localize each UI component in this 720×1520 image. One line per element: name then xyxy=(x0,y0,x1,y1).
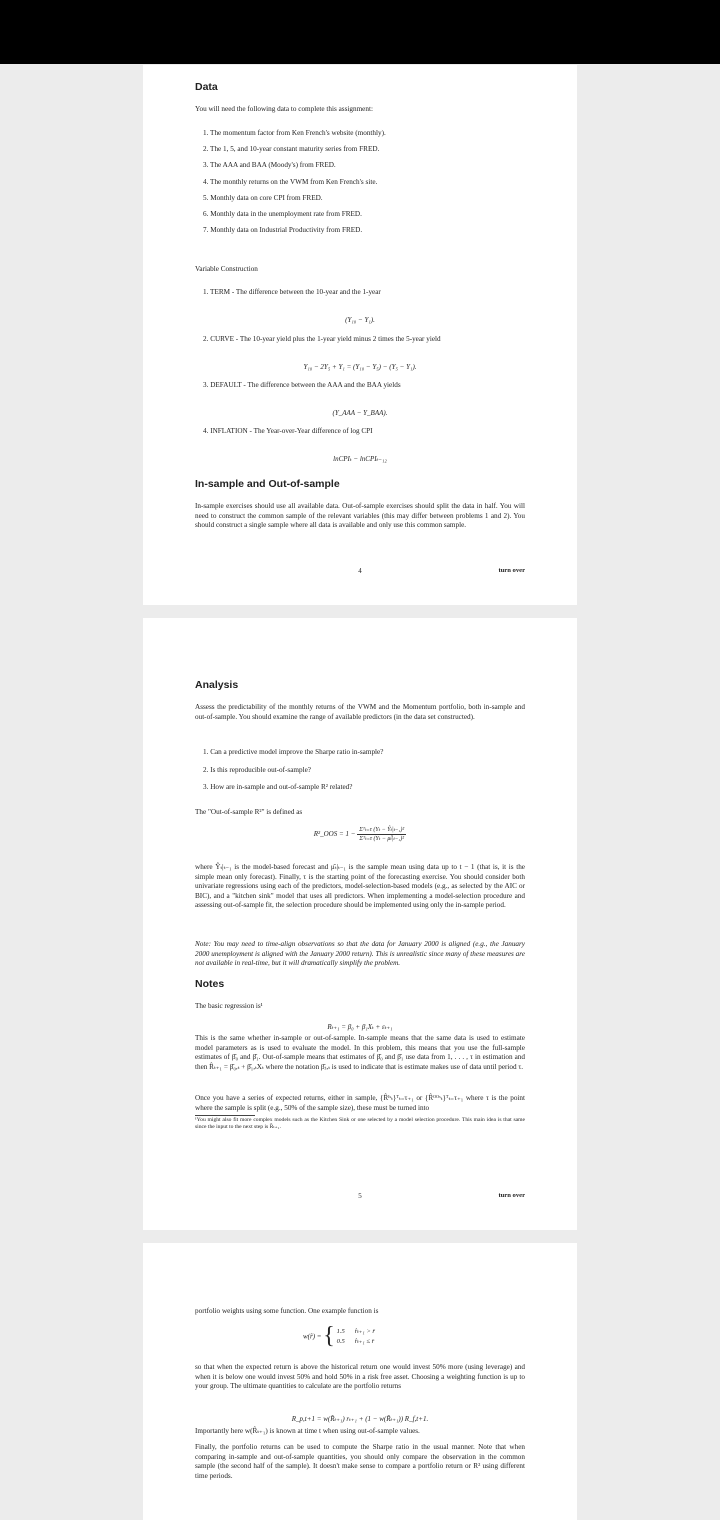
notes-heading: Notes xyxy=(195,978,225,990)
note-paragraph: Note: You may need to time-align observations so that the data for January 2000 is aligned (e.g., the January 2000 unemployment is aligned with the January 2000 return). This is unrealistic since many of these measures are not available in real-time, but it will dramatically simplify the problem. xyxy=(195,940,525,968)
case-2-condition: r̂ₜ₊₁ ≤ r̄ xyxy=(354,1337,375,1345)
footnote-rule xyxy=(195,1115,255,1116)
case-2-value: 0.5 xyxy=(336,1337,345,1345)
turn-over-label: turn over xyxy=(498,1192,525,1199)
weighting-paragraph: so that when the expected return is above the historical return one would invest 50% more (using leverage) and when it is below one would invest 50% and hold 50% in a risk free asset. Choosing a weighting function is up to your group. The ultimate quantities to calculate are the portfolio returns xyxy=(195,1363,525,1391)
oos-definition-text: The "Out-of-sample R²" is defined as xyxy=(195,808,303,816)
regression-equation: Rₜ₊₁ = β₀ + β₁Xₜ + εₜ₊₁ xyxy=(327,1023,393,1031)
data-intro: You will need the following data to complete this assignment: xyxy=(195,105,373,113)
list-item: 7. Monthly data on Industrial Productivity from FRED. xyxy=(203,226,363,235)
brace-symbol: { xyxy=(323,1323,335,1349)
term-equation: (Y₁₀ − Y₁). xyxy=(345,316,375,324)
page-number: 4 xyxy=(358,567,362,575)
regression-paragraph: This is the same whether in-sample or out-of-sample. In-sample means that the same data is used to estimate model parameters as is used to evaluate the model. In this problem, this means that you use the full-sample estimates of β̂₀ and β̂₁. Out-of-sample means that estimates of β̂₀ and β̂₁ use data from 1, . . . , τ in estimation and then R̂ₜ₊₁ = β̂₀,ₜ + β̂₁,ₜXₜ where the notation β̂ⱼ,ₜ is used to indicate that is estimate makes use of data until period τ. xyxy=(195,1034,525,1071)
where-paragraph: where Ŷₜ|ₜ₋₁ is the model-based forecast and μ̂ₜ|ₜ₋₁ is the sample mean using data up to t − 1 (that is, it is the simple mean only forecast). Finally, τ is the starting point of the forecasting exercise. You should consider both univariate regressions using each of the predictors, model-selection-based models (e.g., as selected by the AIC or BIC), and a "kitchen sink" model that uses all predictors. When implementing a model-selection procedure and assessing out-of-sample fit, the selection procedure should be implemented using only the in-sample period. xyxy=(195,863,525,910)
case-1-value: 1.5 xyxy=(336,1327,345,1335)
weight-cases xyxy=(337,1327,375,1347)
curve-equation: Y₁₀ − 2Y₅ + Y₁ = (Y₁₀ − Y₅) − (Y₅ − Y₁). xyxy=(303,363,417,371)
case-1-condition: r̂ₜ₊₁ > r̄ xyxy=(354,1327,375,1335)
data-heading: Data xyxy=(195,81,218,93)
top-bar xyxy=(0,0,720,64)
default-item: 3. DEFAULT - The difference between the AAA and the BAA yields xyxy=(203,381,401,389)
expected-returns-paragraph: Once you have a series of expected returns, either in sample, {R̂ᴵˢₜ}ᵀₜ₌τ₊₁ or {R̂ᴼᴼˢₜ}ᵀₜ₌τ₊₁ where τ is the point where the sample is split (e.g., 50% of the sample size), these must be turned into xyxy=(195,1094,525,1112)
document-page-6 xyxy=(143,1243,577,1520)
portfolio-return-equation: R_p,t+1 = w(R̂ₜ₊₁) rₜ₊₁ + (1 − w(R̂ₜ₊₁)) R_f,t+1. xyxy=(291,1415,429,1423)
list-item: 3. The AAA and BAA (Moody's) from FRED. xyxy=(203,161,336,170)
analysis-heading: Analysis xyxy=(195,679,239,691)
document-page-4 xyxy=(143,65,577,605)
importantly-paragraph: Importantly here w(R̂ₜ₊₁) is known at time t when using out-of-sample values. xyxy=(195,1427,420,1435)
footnote: ¹You might also fit more complex models such as the Kitchen Sink or one selected by a model selection procedure. This main idea is that same since the input to the next step is R̂ₜ₊₁. xyxy=(195,1117,525,1130)
inflation-item: 4. INFLATION - The Year-over-Year difference of log CPI xyxy=(203,427,373,435)
document-page-5 xyxy=(143,618,577,1230)
page-number: 5 xyxy=(358,1192,362,1200)
weight-function xyxy=(303,1323,375,1350)
list-item: 4. The monthly returns on the VWM from Ken French's site. xyxy=(203,177,378,186)
sample-heading: In-sample and Out-of-sample xyxy=(195,478,340,490)
inflation-equation: lnCPIₜ − lnCPIₜ₋₁₂ xyxy=(333,455,387,463)
oos-fraction xyxy=(357,826,406,843)
oos-numerator: Σᵀₜ₌τ (Yₜ − Ŷₜ|ₜ₋₁)² xyxy=(359,827,405,833)
data-list xyxy=(195,129,525,236)
oos-r2-formula xyxy=(195,826,525,843)
list-item: 3. How are in-sample and out-of-sample R² related? xyxy=(203,783,353,792)
term-item: 1. TERM - The difference between the 10-year and the 1-year xyxy=(203,288,381,296)
list-item: 2. The 1, 5, and 10-year constant maturity series from FRED. xyxy=(203,145,380,154)
sample-paragraph: In-sample exercises should use all available data. Out-of-sample exercises should split the data in half. You will need to construct the common sample of the relevant variables (this may differ between problems 1 and 2). You should construct a single sample where all data is available and only use this common sample. xyxy=(195,502,525,530)
list-item: 1. The momentum factor from Ken French's website (monthly). xyxy=(203,129,386,137)
weight-function-lhs: w(r̂) = xyxy=(303,1332,322,1341)
list-item: 1. Can a predictive model improve the Sharpe ratio in-sample? xyxy=(203,748,384,756)
list-item: 2. Is this reproducible out-of-sample? xyxy=(203,765,311,774)
final-paragraph: Finally, the portfolio returns can be used to compute the Sharpe ratio in the usual manner. Note that when comparing in-sample and out-of-sample quantities, you should only compare the observation in the common sample (the second half of the sample). It doesn't make sense to compare a portfolio return or R² using different time periods. xyxy=(195,1443,525,1480)
analysis-paragraph: Assess the predictability of the monthly returns of the VWM and the Momentum portfolio, both in-sample and out-of-sample. You should examine the range of available predictors (in the data set constructed). xyxy=(195,703,525,721)
curve-item: 2. CURVE - The 10-year yield plus the 1-year yield minus 2 times the 5-year yield xyxy=(203,335,441,343)
weights-intro: portfolio weights using some function. One example function is xyxy=(195,1307,379,1315)
list-item: 6. Monthly data in the unemployment rate from FRED. xyxy=(203,209,362,218)
default-equation: (Y_AAA − Y_BAA). xyxy=(332,409,388,417)
variable-construction-heading: Variable Construction xyxy=(195,265,258,273)
questions-list xyxy=(195,748,515,793)
oos-formula-lhs: R²_OOS = 1 − xyxy=(313,830,356,839)
basic-regression-text: The basic regression is¹ xyxy=(195,1002,263,1010)
list-item: 5. Monthly data on core CPI from FRED. xyxy=(203,193,323,202)
oos-denominator: Σᵀₜ₌τ (Yₜ − μ̂ₜ|ₜ₋₁)² xyxy=(359,836,405,842)
turn-over-label: turn over xyxy=(498,567,525,574)
